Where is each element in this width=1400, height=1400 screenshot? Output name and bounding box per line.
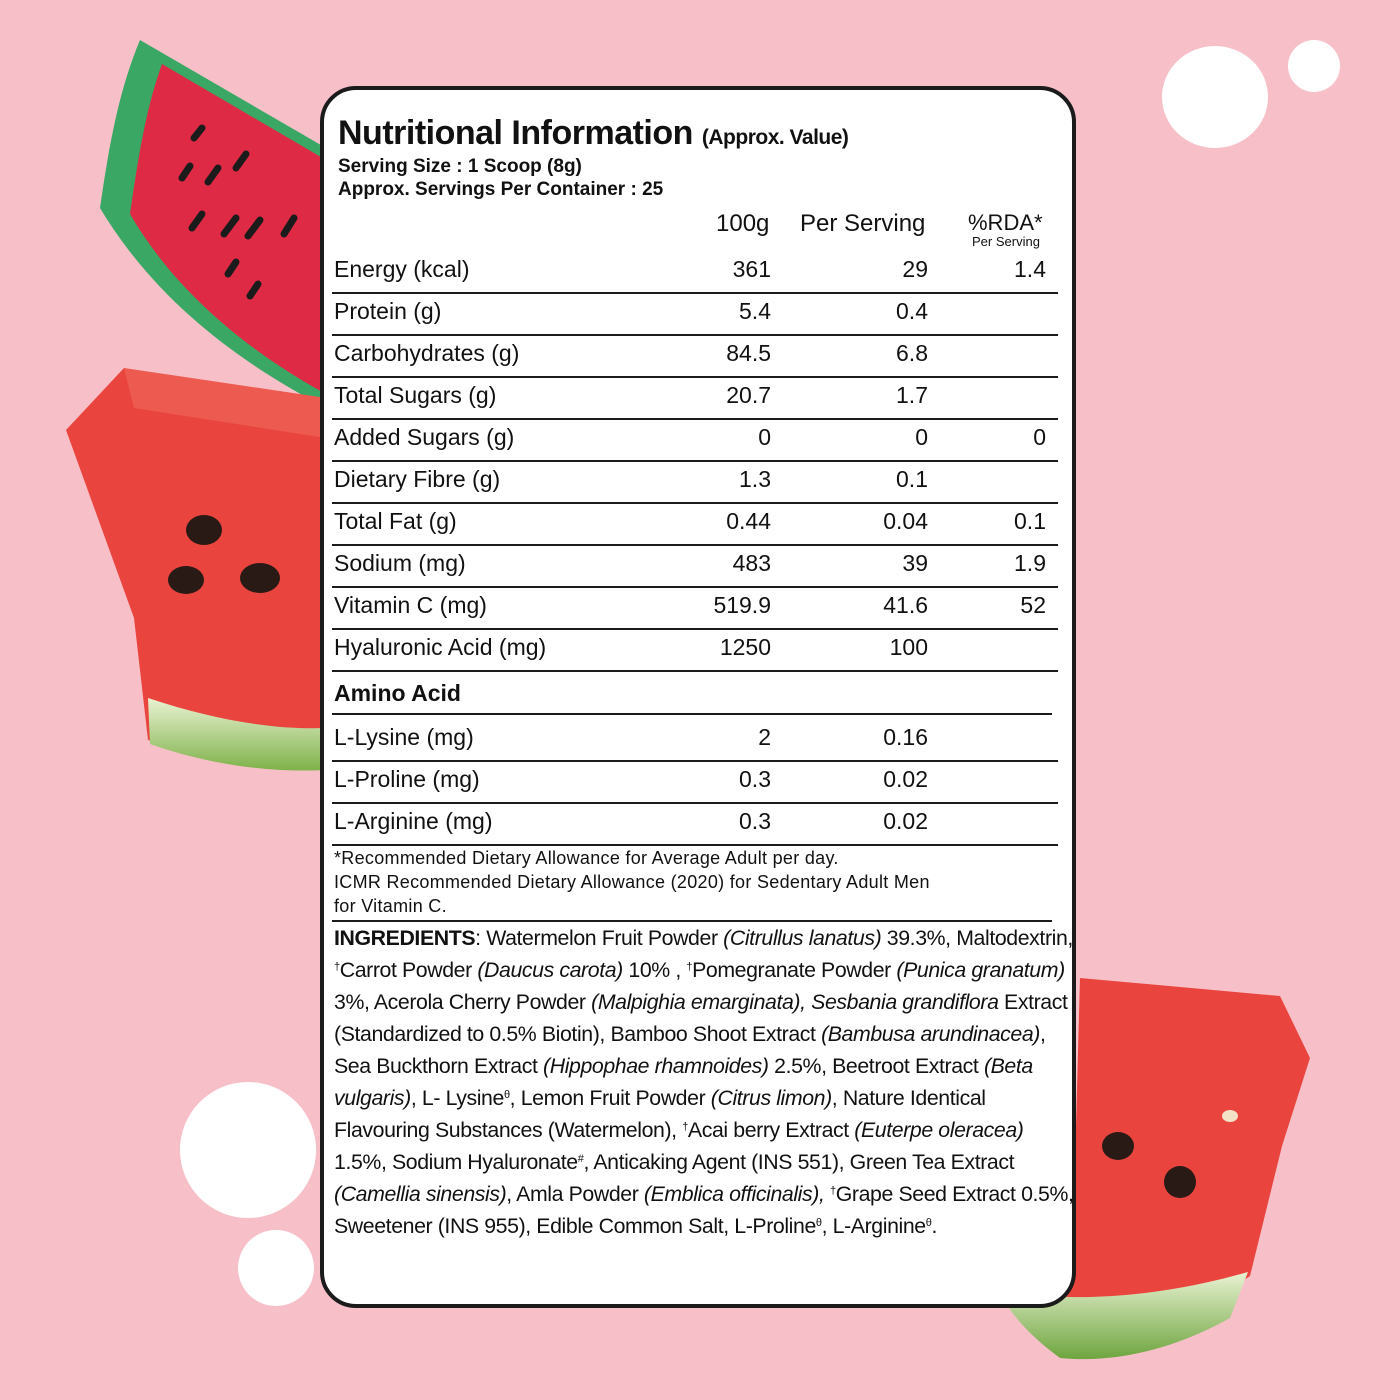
watermelon-chunk-left-image <box>64 368 326 778</box>
nutrient-v100: 2 <box>758 724 771 750</box>
ingredient-fragment: Acai berry Extract <box>687 1118 855 1142</box>
ingredient-fragment: , Anticaking Agent (INS 551), Green Tea Extract <box>583 1150 1015 1174</box>
ingredient-fragment: (Euterpe oleracea) <box>854 1118 1024 1142</box>
nutrient-serving: 0.02 <box>883 808 928 834</box>
ingredient-fragment: (Beta vulgaris) <box>334 1054 1033 1110</box>
nutrient-name: Carbohydrates (g) <box>334 340 520 366</box>
watermelon-slice-illustration <box>90 38 330 418</box>
nutrient-v100: 361 <box>732 256 771 282</box>
ingredient-fragment: 1.5%, Sodium Hyaluronate <box>334 1150 578 1174</box>
ingredient-fragment: (Bambusa arundinacea) <box>821 1022 1040 1046</box>
nutrient-name: Protein (g) <box>334 298 442 324</box>
nutrient-serving: 0 <box>915 424 928 450</box>
nutrient-row <box>332 462 1058 504</box>
rda-footnote <box>334 846 1034 918</box>
bubble-decoration <box>1288 40 1340 92</box>
ingredient-fragment: : Watermelon Fruit Powder <box>475 926 724 950</box>
nutrient-v100: 84.5 <box>726 340 771 366</box>
ingredient-fragment: † <box>682 1121 688 1133</box>
ingredients-text <box>334 926 1074 1238</box>
nutrient-v100: 5.4 <box>739 298 771 324</box>
ingredient-fragment: , Sea Buckthorn Extract <box>334 1022 1046 1078</box>
ingredient-fragment: (Malpighia emarginata), Sesbania grandiflora <box>591 990 999 1014</box>
nutrient-name: L-Arginine (mg) <box>334 808 493 834</box>
ingredient-fragment: , L-Arginine <box>821 1214 926 1238</box>
title-text: Nutritional Information <box>338 114 693 152</box>
nutrient-serving: 1.7 <box>896 382 928 408</box>
servings-per-container: Approx. Servings Per Container : 25 <box>338 179 664 200</box>
nutrient-row <box>332 588 1058 630</box>
ingredient-fragment: (Hippophae rhamnoides) <box>543 1054 769 1078</box>
ingredient-fragment: # <box>577 1153 584 1165</box>
ingredient-fragment: 3%, Acerola Cherry Powder <box>334 990 592 1014</box>
column-header-100g: 100g <box>716 210 770 237</box>
nutrient-name: Total Sugars (g) <box>334 382 497 408</box>
footnote-line: *Recommended Dietary Allowance for Average Adult per day. <box>334 848 839 868</box>
nutrient-serving: 0.1 <box>896 466 928 492</box>
nutrient-row <box>332 504 1058 546</box>
nutrient-v100: 1250 <box>719 634 771 660</box>
nutrient-rda: 1.4 <box>1014 256 1046 282</box>
nutrient-v100: 519.9 <box>713 592 771 618</box>
ingredient-fragment: (Punica granatum) <box>896 958 1065 982</box>
ingredient-fragment: † <box>686 961 693 973</box>
nutrient-v100: 20.7 <box>726 382 771 408</box>
nutrient-v100: 0.44 <box>726 508 771 534</box>
divider <box>332 713 1052 715</box>
ingredient-fragment: 10% , <box>622 958 687 982</box>
nutrient-rda: 0 <box>1033 424 1046 450</box>
nutrient-v100: 0 <box>758 424 771 450</box>
nutrient-row <box>332 420 1058 462</box>
nutrient-serving: 0.02 <box>883 766 928 792</box>
ingredient-fragment: θ <box>503 1089 510 1101</box>
nutrient-rda: 52 <box>1020 592 1046 618</box>
nutrient-row <box>332 378 1058 420</box>
ingredient-fragment: . <box>931 1214 937 1238</box>
panel-title <box>338 114 848 153</box>
nutrient-v100: 483 <box>732 550 771 576</box>
nutrient-name: Added Sugars (g) <box>334 424 515 450</box>
nutrient-row <box>332 336 1058 378</box>
nutrient-row <box>332 762 1058 804</box>
ingredient-fragment: , Nature Identical Flavouring Substances (Watermelon), <box>334 1086 986 1142</box>
footnote-line: ICMR Recommended Dietary Allowance (2020) for Sedentary Adult Men <box>334 872 930 892</box>
ingredient-fragment: θ <box>815 1217 822 1229</box>
nutrient-row <box>332 630 1058 672</box>
nutrient-v100: 0.3 <box>739 808 771 834</box>
nutrient-serving: 0.04 <box>883 508 928 534</box>
ingredients-list <box>334 922 1074 1242</box>
nutrient-name: L-Lysine (mg) <box>334 724 474 750</box>
ingredient-fragment: Grape Seed Extract 0.5%, Sweetener (INS 955), Edible Common Salt, L-Proline <box>334 1182 1074 1238</box>
ingredient-fragment: Carrot Powder <box>339 958 478 982</box>
ingredient-fragment: † <box>830 1185 836 1197</box>
nutrient-name: Vitamin C (mg) <box>334 592 487 618</box>
ingredient-fragment: (Citrullus lanatus) <box>723 926 882 950</box>
nutrient-row <box>332 252 1058 294</box>
ingredient-fragment: (Emblica officinalis), <box>643 1182 825 1206</box>
bubble-decoration <box>180 1082 316 1218</box>
nutrient-v100: 1.3 <box>739 466 771 492</box>
ingredient-fragment: θ <box>925 1217 932 1229</box>
nutrient-name: Sodium (mg) <box>334 550 466 576</box>
ingredient-fragment: (Citrus limon) <box>710 1086 832 1110</box>
ingredient-fragment: † <box>334 961 340 973</box>
nutrient-serving: 100 <box>889 634 928 660</box>
bubble-decoration <box>1162 46 1268 148</box>
ingredient-fragment: , L- Lysine <box>410 1086 504 1110</box>
nutrient-v100: 0.3 <box>739 766 771 792</box>
ingredient-fragment: 2.5%, Beetroot Extract <box>768 1054 984 1078</box>
ingredient-fragment: (Camellia sinensis) <box>334 1182 507 1206</box>
ingredient-fragment: (Daucus carota) <box>477 958 623 982</box>
bubble-decoration <box>238 1230 314 1306</box>
nutrient-row <box>332 720 1058 762</box>
ingredient-fragment: 39.3%, Maltodextrin, <box>881 926 1073 950</box>
nutrient-serving: 29 <box>902 256 928 282</box>
amino-acid-heading: Amino Acid <box>334 680 461 706</box>
nutrition-panel <box>320 86 1076 1308</box>
nutrient-row <box>332 546 1058 588</box>
column-header-per-serving: Per Serving <box>800 210 926 237</box>
nutrient-name: Hyaluronic Acid (mg) <box>334 634 547 660</box>
ingredient-fragment: Pomegranate Powder <box>692 958 897 982</box>
nutrient-serving: 39 <box>902 550 928 576</box>
nutrient-row <box>332 294 1058 336</box>
nutrient-rda: 0.1 <box>1014 508 1046 534</box>
ingredient-fragment: , Amla Powder <box>506 1182 644 1206</box>
nutrient-rda: 1.9 <box>1014 550 1046 576</box>
ingredient-fragment: , Lemon Fruit Powder <box>509 1086 711 1110</box>
nutrient-serving: 0.4 <box>896 298 928 324</box>
footnote-line: for Vitamin C. <box>334 896 447 916</box>
nutrient-serving: 0.16 <box>883 724 928 750</box>
nutrient-row <box>332 804 1058 846</box>
nutrient-name: L-Proline (mg) <box>334 766 480 792</box>
nutrient-name: Energy (kcal) <box>334 256 470 282</box>
column-subheader-rda: Per Serving <box>972 234 1040 249</box>
column-header-rda: %RDA* <box>968 210 1043 235</box>
title-suffix: (Approx. Value) <box>701 126 849 149</box>
ingredient-fragment: Extract (Standardized to 0.5% Biotin), Bamboo Shoot Extract <box>334 990 1068 1046</box>
nutrient-serving: 41.6 <box>883 592 928 618</box>
serving-size: Serving Size : 1 Scoop (8g) <box>338 156 582 177</box>
nutrient-name: Dietary Fibre (g) <box>334 466 501 492</box>
ingredients-label: INGREDIENTS <box>334 926 476 950</box>
nutrient-name: Total Fat (g) <box>334 508 457 534</box>
nutrient-serving: 6.8 <box>896 340 928 366</box>
